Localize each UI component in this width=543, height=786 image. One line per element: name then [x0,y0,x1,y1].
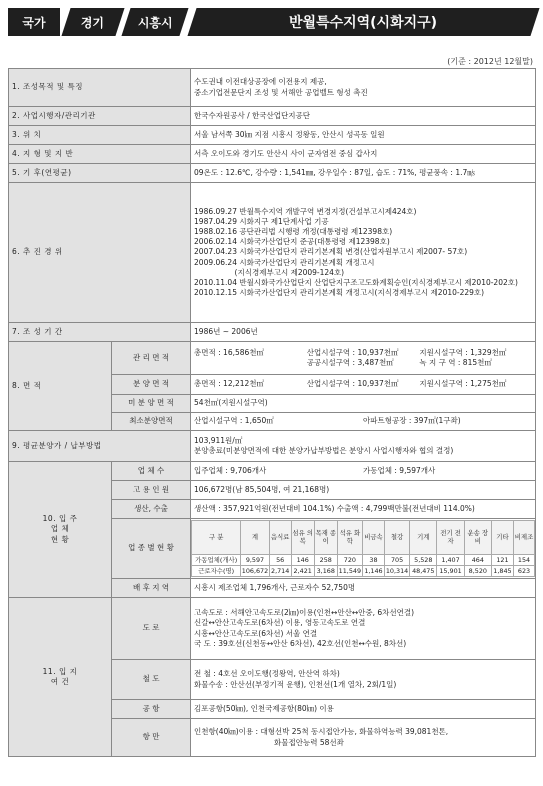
location-conditions-label [9,598,112,757]
min-industrial: 산업시설구역 : 1,650㎡ [194,416,274,426]
industry-cell: 2,714 [271,567,290,575]
row-period [9,323,536,342]
industry-header: 전기 전자 [437,521,464,555]
industry-header: 기타 [491,521,513,555]
purpose-label: 1. 조성목적 및 특징 [9,69,191,107]
tenant-count: 입주업체 : 9,706개사 [194,465,267,475]
industry-cell: 5,528 [410,555,437,566]
company-count-value [191,462,536,481]
page-title [187,8,539,36]
industry-cell: 11,549 [338,567,362,575]
location-value: 서울 남서쪽 30㎞ 지점 시흥시 정왕동, 안산시 성곡동 일원 [191,126,536,145]
operator-label: 2. 사업시행자/관리기관 [9,107,191,126]
history-item: 2010.12.15 시화국가산업단지 관리기본계획 개정고시(지식경제부고시 제2010-229호) [194,287,485,297]
managed-area-value [191,342,536,375]
industry-header: 기계 [410,521,437,555]
purpose-value [191,69,536,107]
operating-count: 가동업체 : 9,597개사 [363,465,436,475]
road-label: 도 로 [112,598,191,660]
area-total: 총면적 : 16,586천㎡ [194,347,265,357]
hinterland-label: 배 후 지 역 [112,579,191,598]
tab-city-label: 시흥시 [137,15,173,30]
industry-header: 석유 화학 [337,521,362,555]
industry-cell: 근로자수(명) [192,566,241,577]
industry-cell: 106,672 [241,567,269,575]
industry-cell: 가동업체(개사) [192,555,241,566]
history-item: 2007.04.23 시화국가산업단지 관리기본계획 변경(산업자원부고시 제2007- 57호) [194,247,468,257]
page-title-text: 반월특수지역(시화지구) [289,15,438,31]
row-price [9,431,536,462]
history-item: (지식경제부고시 제2009-124호) [194,267,345,277]
row-purpose [9,69,536,107]
sold-support: 지원시설구역 : 1,275천㎡ [419,379,507,389]
industry-cell: 10,314 [385,567,409,575]
rail-label: 철 도 [112,660,191,700]
climate-value: 09온도 : 12.6℃, 강수량 : 1,541㎜, 강우일수 : 87일, 습도 : 71%, 평균풍속 : 1.7㎧ [191,164,536,183]
industry-cell: 48,475 [410,566,437,577]
company-count-label: 업 체 수 [112,462,191,481]
industries-value [191,519,536,579]
tab-country[interactable] [8,8,60,36]
road-line: 신갈↔안산고속도로(6차선) 이용, 영동고속도로 연결 [194,618,366,628]
hinterland-value: 시흥시 제조업체 1,796개사, 근로자수 52,750명 [191,579,536,598]
airport-label: 공 항 [112,700,191,719]
sold-industrial: 산업시설구역 : 10,937천㎡ [306,379,399,389]
history-item: 2009.06.24 시화국가산업단지 관리기본계획 개정고시 [194,257,375,267]
tenants-label-line: 현 황 [50,534,70,544]
industry-cell: 720 [337,555,362,566]
industry-header: 목재 종이 [314,521,337,555]
rail-line: 전 철 : 4호선 오이도행(정왕역, 안산역 하차) [194,669,340,679]
row-history [9,183,536,323]
location-label: 3. 위 치 [9,126,191,145]
reference-date: (기준 : 2012년 12월말) [447,57,533,66]
road-line: 시흥↔안산고속도로(6차선) 서울 연결 [194,628,318,638]
location-conditions-line: 여 건 [50,677,70,686]
tab-city[interactable] [121,8,188,36]
industry-cell: 258 [314,555,337,566]
period-value: 1986년 ~ 2006년 [191,323,536,342]
price-label: 9. 평균분양가 / 납부방법 [9,431,191,462]
port-value [191,719,536,757]
terrain-value: 서측 오이도와 경기도 안산시 사이 군자염전 중심 갑사지 [191,145,536,164]
area-blank [194,358,307,368]
industry-header: 섬유 의복 [291,521,314,555]
managed-area-label: 관 리 면 적 [112,342,191,375]
industry-row-workers [192,566,535,577]
min-apartment-factory: 아파트형공장 : 397㎡(1구좌) [363,416,461,426]
row-terrain [9,145,536,164]
rail-value [191,660,536,700]
port-label: 항 만 [112,719,191,757]
airport-value: 김포공항(50㎞), 인천국제공항(80㎞) 이용 [191,700,536,719]
min-area-label: 최소분양면적 [112,413,191,431]
industry-cell: 56 [269,555,291,566]
employment-value: 106,672명(남 85,504명, 여 21,168명) [191,481,536,500]
unsold-area-value: 54천㎡(지원시설구역) [191,395,536,413]
tab-province-label: 경기 [81,15,105,30]
industry-cell: 15,901 [437,566,464,577]
area-industrial: 산업시설구역 : 10,937천㎡ [306,347,399,357]
port-line: 인천항(40㎞)이용 : 대형선박 25척 동시접안가능, 화물하역능력 39,081천톤, [194,727,449,737]
price-value [191,431,536,462]
purpose-line: 수도권내 이전대상공장에 이전용지 제공, [194,77,327,87]
industry-cell: 1,407 [437,555,464,566]
road-line: 국 도 : 39호선(신천동↔안산 6차선), 42호선(인천↔수원, 8차선) [194,638,407,648]
area-public: 공공시설구역 : 3,487천㎡ [306,358,394,367]
location-conditions-line: 11. 입 지 [42,666,78,676]
industry-header: 음식료 [269,521,291,555]
min-area-value [191,413,536,431]
tenants-label-line: 업 체 [50,524,70,534]
industry-cell: 38 [362,555,384,566]
industry-header: 비제조 [513,521,534,555]
operator-value: 한국수자원공사 / 한국산업단지공단 [191,107,536,126]
tab-country-label: 국가 [22,15,46,30]
terrain-label: 4. 지 형 및 지 반 [9,145,191,164]
production-label: 생산, 수출 [112,500,191,519]
industries-label: 업 종 별 현 황 [112,519,191,579]
road-value [191,598,536,660]
port-line: 화물접안능력 58선좌 [274,737,344,747]
period-label: 7. 조 성 기 간 [9,323,191,342]
industry-cell: 705 [384,555,409,566]
history-item: 1987.04.29 시화지구 제1단계사업 기공 [194,217,329,227]
industry-cell: 3,168 [314,566,337,577]
area-label: 8. 면 적 [9,342,112,431]
industry-header: 구 분 [192,521,241,555]
row-location [9,126,536,145]
tenants-label [9,462,112,598]
industry-header: 비금속 [362,521,384,555]
production-value: 생산액 : 357,921억원(전년대비 104.1%) 수출액 : 4,799백만불(전년대비 114.0%) [191,500,536,519]
industry-cell: 623 [513,566,534,577]
employment-label: 고 용 인 원 [112,481,191,500]
road-line: 고속도로 : 서해안고속도로(2㎞)이용(인천↔안산↔안중, 6차선연결) [194,608,415,618]
history-item: 2010.11.04 반월시화국가산업단지 산업단지구조고도화계획승인(지식경제부고시 제2010-202호) [194,277,518,287]
history-item: 1988.02.16 공단관리법 시행령 개정(대통령령 제12398호) [194,227,393,237]
industry-cell: 8,520 [464,566,491,577]
industry-header: 철강 [384,521,409,555]
tab-province[interactable] [61,8,124,36]
history-item: 1986.09.27 반월특수지역 개발구역 변경지정(건설부고시제424호) [194,206,417,216]
sold-area-value [191,375,536,395]
row-area-managed [9,342,536,375]
sold-total: 총면적 : 12,212천㎡ [194,379,265,389]
info-table [8,68,536,757]
industry-cell: 146 [291,555,314,566]
purpose-line: 중소기업전문단지 조성 및 서해안 공업벨트 형성 촉진 [194,87,368,97]
area-support: 지원시설구역 : 1,329천㎡ [419,347,507,357]
climate-label: 5. 기 후(연평균) [9,164,191,183]
industry-cell: 1,845 [493,567,512,575]
history-value [191,183,536,323]
industry-cell: 154 [513,555,534,566]
industry-cell: 2,421 [291,566,314,577]
industry-header: 계 [241,521,269,555]
history-label: 6. 추 진 경 위 [9,183,191,323]
industry-cell: 1,146 [364,567,383,575]
industry-header-row [192,521,535,555]
rail-line: 화물수송 : 안산선(부정기적 운행), 인천선(1개 열차, 2회/1일) [194,679,397,689]
price-line: 분양총료(미분양면적에 대한 분양가납부방법은 분양시 사업시행자와 협의 결정) [194,446,454,455]
industry-table [191,520,535,577]
industry-row-companies [192,555,535,566]
page-header [8,8,535,36]
row-climate [9,164,536,183]
history-item: 2006.02.14 시화국가산업단지 준공(대통령령 제12398호) [194,237,390,247]
row-companies [9,462,536,481]
industry-cell: 9,597 [241,555,269,566]
industry-cell: 121 [491,555,513,566]
tenants-label-line: 10. 입 주 [42,514,78,524]
row-operator [9,107,536,126]
price-line: 103,911원/㎡ [194,435,243,445]
unsold-area-label: 미 분 양 면 적 [112,395,191,413]
industry-header: 운송 장비 [464,521,491,555]
area-green: 녹 지 구 역 : 815천㎡ [419,358,492,367]
sold-area-label: 분 양 면 적 [112,375,191,395]
row-road [9,598,536,660]
industry-cell: 464 [464,555,491,566]
